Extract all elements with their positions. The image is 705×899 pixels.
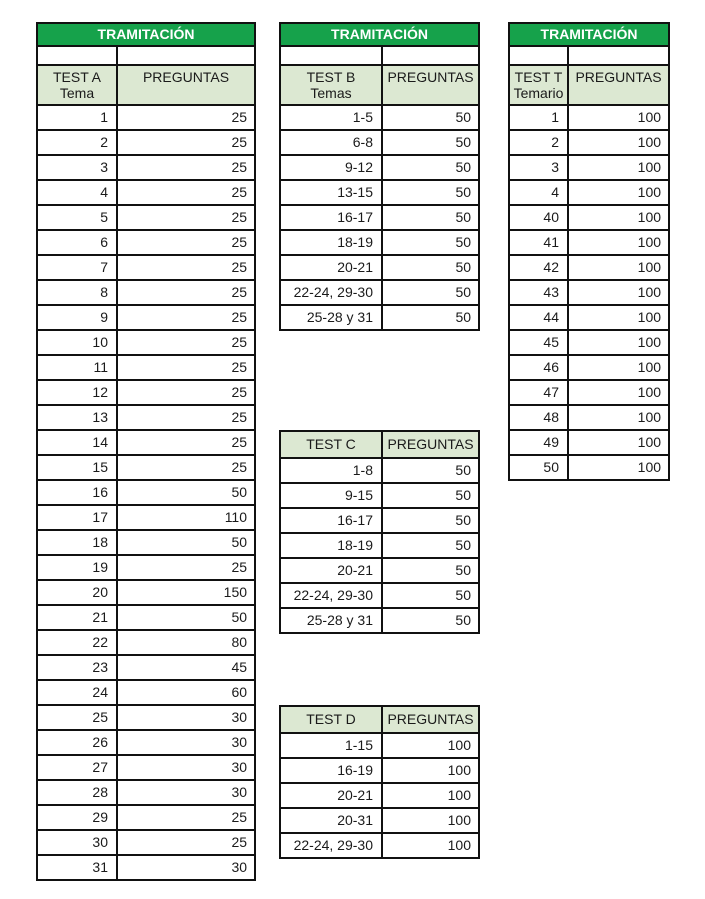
- table-row: [37, 305, 255, 330]
- questions-cell: 50: [382, 483, 479, 508]
- table-row: [37, 455, 255, 480]
- table-row: [37, 230, 255, 255]
- questions-cell: 50: [382, 533, 479, 558]
- topic-cell: 13: [37, 405, 117, 430]
- table-title: TRAMITACIÓN: [37, 23, 255, 46]
- table-row: [280, 558, 479, 583]
- topic-cell: 48: [509, 405, 568, 430]
- column-header-row: [280, 431, 479, 458]
- topic-cell: 20-21: [280, 783, 382, 808]
- column-header-questions: PREGUNTAS: [382, 706, 479, 733]
- topic-cell: 16-19: [280, 758, 382, 783]
- topic-cell: 1-5: [280, 105, 382, 130]
- topic-cell: 47: [509, 380, 568, 405]
- topic-cell: 45: [509, 330, 568, 355]
- questions-cell: 25: [117, 155, 255, 180]
- questions-cell: 50: [382, 305, 479, 330]
- table-body: [509, 105, 669, 480]
- questions-cell: 100: [382, 783, 479, 808]
- topic-cell: 11: [37, 355, 117, 380]
- table-title: TRAMITACIÓN: [280, 23, 479, 46]
- questions-cell: 25: [117, 455, 255, 480]
- table-test-c: [279, 430, 480, 634]
- questions-cell: 50: [117, 480, 255, 505]
- table-row: [37, 155, 255, 180]
- topic-cell: 2: [509, 130, 568, 155]
- questions-cell: 25: [117, 130, 255, 155]
- column-header-row: [280, 65, 479, 105]
- column-header-test-label: TEST A: [53, 69, 101, 85]
- table-row: [280, 180, 479, 205]
- table-row: [37, 505, 255, 530]
- questions-cell: 100: [568, 430, 669, 455]
- table-row: [509, 130, 669, 155]
- questions-cell: 100: [568, 180, 669, 205]
- table-row: [37, 555, 255, 580]
- topic-cell: 25-28 y 31: [280, 608, 382, 633]
- topic-cell: 14: [37, 430, 117, 455]
- questions-cell: 80: [117, 630, 255, 655]
- column-header-row: [280, 706, 479, 733]
- topic-cell: 4: [37, 180, 117, 205]
- table-row: [37, 755, 255, 780]
- questions-cell: 150: [117, 580, 255, 605]
- column-header-questions: PREGUNTAS: [117, 65, 255, 105]
- table-row: [37, 355, 255, 380]
- table-row: [509, 430, 669, 455]
- spacer-row: [37, 46, 255, 65]
- topic-cell: 20-31: [280, 808, 382, 833]
- topic-cell: 23: [37, 655, 117, 680]
- topic-cell: 28: [37, 780, 117, 805]
- topic-cell: 1-15: [280, 733, 382, 758]
- topic-cell: 49: [509, 430, 568, 455]
- topic-cell: 2: [37, 130, 117, 155]
- table-row: [37, 630, 255, 655]
- questions-cell: 100: [568, 255, 669, 280]
- table-row: [509, 280, 669, 305]
- table-row: [37, 655, 255, 680]
- table-test-a: [36, 22, 256, 881]
- topic-cell: 26: [37, 730, 117, 755]
- questions-cell: 50: [382, 508, 479, 533]
- table-row: [37, 405, 255, 430]
- table-row: [37, 780, 255, 805]
- questions-cell: 50: [382, 458, 479, 483]
- topic-cell: 10: [37, 330, 117, 355]
- table-row: [37, 430, 255, 455]
- topic-cell: 16: [37, 480, 117, 505]
- table-row: [37, 705, 255, 730]
- table-row: [509, 405, 669, 430]
- spacer-row: [280, 46, 479, 65]
- table-row: [37, 605, 255, 630]
- questions-cell: 25: [117, 280, 255, 305]
- questions-cell: 25: [117, 830, 255, 855]
- table-row: [37, 530, 255, 555]
- topic-cell: 40: [509, 205, 568, 230]
- topic-cell: 30: [37, 830, 117, 855]
- table-test-b: [279, 22, 480, 331]
- column-header-questions: PREGUNTAS: [382, 431, 479, 458]
- column-header-topic: [37, 65, 117, 105]
- table-row: [37, 130, 255, 155]
- topic-cell: 1-8: [280, 458, 382, 483]
- table-row: [280, 608, 479, 633]
- questions-cell: 30: [117, 755, 255, 780]
- spacer-cell: [37, 46, 117, 65]
- questions-cell: 30: [117, 855, 255, 880]
- questions-cell: 100: [382, 833, 479, 858]
- table-body: [280, 458, 479, 633]
- table-row: [280, 280, 479, 305]
- questions-cell: 50: [382, 130, 479, 155]
- topic-cell: 50: [509, 455, 568, 480]
- questions-cell: 100: [382, 758, 479, 783]
- questions-cell: 100: [568, 455, 669, 480]
- topic-cell: 3: [509, 155, 568, 180]
- questions-cell: 25: [117, 305, 255, 330]
- spacer-cell: [117, 46, 255, 65]
- table-row: [280, 230, 479, 255]
- table-title-row: [280, 23, 479, 46]
- questions-cell: 100: [568, 130, 669, 155]
- spacer-cell: [382, 46, 479, 65]
- table-row: [280, 483, 479, 508]
- topic-cell: 8: [37, 280, 117, 305]
- questions-cell: 100: [568, 230, 669, 255]
- column-header-test-label: TEST B: [306, 69, 356, 85]
- table-row: [509, 180, 669, 205]
- questions-cell: 25: [117, 105, 255, 130]
- topic-cell: 24: [37, 680, 117, 705]
- questions-cell: 50: [382, 230, 479, 255]
- table-row: [509, 105, 669, 130]
- topic-cell: 27: [37, 755, 117, 780]
- questions-cell: 50: [382, 180, 479, 205]
- table-row: [37, 830, 255, 855]
- column-header-topic: [280, 65, 382, 105]
- questions-cell: 30: [117, 730, 255, 755]
- table-row: [37, 180, 255, 205]
- column-header-topic: [509, 65, 568, 105]
- column-header-questions: PREGUNTAS: [568, 65, 669, 105]
- column-header-topic-label: Temario: [513, 85, 564, 102]
- questions-cell: 25: [117, 355, 255, 380]
- questions-cell: 25: [117, 405, 255, 430]
- table-title: TRAMITACIÓN: [509, 23, 669, 46]
- table-row: [280, 508, 479, 533]
- questions-cell: 30: [117, 780, 255, 805]
- questions-cell: 25: [117, 380, 255, 405]
- table-row: [280, 583, 479, 608]
- questions-cell: 100: [568, 280, 669, 305]
- table-row: [509, 155, 669, 180]
- table-row: [37, 380, 255, 405]
- table-row: [37, 805, 255, 830]
- topic-cell: 46: [509, 355, 568, 380]
- table-row: [280, 458, 479, 483]
- questions-cell: 25: [117, 555, 255, 580]
- table-row: [280, 808, 479, 833]
- table-row: [509, 230, 669, 255]
- topic-cell: 12: [37, 380, 117, 405]
- topic-cell: 20-21: [280, 255, 382, 280]
- topic-cell: 6: [37, 230, 117, 255]
- topic-cell: 17: [37, 505, 117, 530]
- column-header-row: [37, 65, 255, 105]
- table-row: [280, 155, 479, 180]
- questions-cell: 50: [382, 255, 479, 280]
- table-row: [509, 205, 669, 230]
- questions-cell: 100: [568, 105, 669, 130]
- column-header-topic-label: Temas: [310, 85, 352, 102]
- topic-cell: 43: [509, 280, 568, 305]
- topic-cell: 21: [37, 605, 117, 630]
- table-row: [509, 355, 669, 380]
- topic-cell: 18-19: [280, 533, 382, 558]
- table-test-t: [508, 22, 670, 481]
- topic-cell: 9-12: [280, 155, 382, 180]
- table-row: [37, 730, 255, 755]
- table-row: [280, 733, 479, 758]
- table-body: [280, 105, 479, 330]
- topic-cell: 9: [37, 305, 117, 330]
- table-row: [37, 280, 255, 305]
- questions-cell: 50: [382, 280, 479, 305]
- topic-cell: 22-24, 29-30: [280, 280, 382, 305]
- topic-cell: 15: [37, 455, 117, 480]
- topic-cell: 41: [509, 230, 568, 255]
- topic-cell: 19: [37, 555, 117, 580]
- questions-cell: 50: [117, 530, 255, 555]
- topic-cell: 22: [37, 630, 117, 655]
- table-row: [280, 833, 479, 858]
- table-row: [509, 305, 669, 330]
- questions-cell: 50: [382, 558, 479, 583]
- questions-cell: 100: [568, 380, 669, 405]
- topic-cell: 42: [509, 255, 568, 280]
- table-title-row: [509, 23, 669, 46]
- table-row: [509, 330, 669, 355]
- questions-cell: 50: [382, 205, 479, 230]
- questions-cell: 50: [382, 155, 479, 180]
- table-row: [280, 105, 479, 130]
- table-row: [37, 105, 255, 130]
- questions-cell: 25: [117, 255, 255, 280]
- topic-cell: 5: [37, 205, 117, 230]
- questions-cell: 60: [117, 680, 255, 705]
- spacer-cell: [568, 46, 669, 65]
- table-row: [509, 255, 669, 280]
- table-row: [37, 680, 255, 705]
- questions-cell: 25: [117, 180, 255, 205]
- table-row: [37, 580, 255, 605]
- topic-cell: 16-17: [280, 205, 382, 230]
- column-header-topic-label: Tema: [59, 85, 95, 102]
- table-row: [37, 855, 255, 880]
- questions-cell: 100: [568, 205, 669, 230]
- questions-cell: 45: [117, 655, 255, 680]
- topic-cell: 1: [37, 105, 117, 130]
- questions-cell: 25: [117, 430, 255, 455]
- questions-cell: 25: [117, 330, 255, 355]
- questions-cell: 100: [568, 355, 669, 380]
- topic-cell: 25-28 y 31: [280, 305, 382, 330]
- table-row: [280, 533, 479, 558]
- questions-cell: 30: [117, 705, 255, 730]
- topic-cell: 20-21: [280, 558, 382, 583]
- questions-cell: 50: [382, 608, 479, 633]
- table-body: [280, 733, 479, 858]
- topic-cell: 20: [37, 580, 117, 605]
- table-test-d: [279, 705, 480, 859]
- questions-cell: 100: [568, 305, 669, 330]
- topic-cell: 25: [37, 705, 117, 730]
- table-row: [37, 205, 255, 230]
- column-header-row: [509, 65, 669, 105]
- table-row: [280, 783, 479, 808]
- topic-cell: 29: [37, 805, 117, 830]
- table-row: [37, 330, 255, 355]
- topic-cell: 31: [37, 855, 117, 880]
- table-row: [280, 305, 479, 330]
- questions-cell: 50: [117, 605, 255, 630]
- topic-cell: 9-15: [280, 483, 382, 508]
- column-header-questions: PREGUNTAS: [382, 65, 479, 105]
- topic-cell: 18: [37, 530, 117, 555]
- table-row: [509, 380, 669, 405]
- questions-cell: 25: [117, 805, 255, 830]
- topic-cell: 6-8: [280, 130, 382, 155]
- questions-cell: 100: [568, 405, 669, 430]
- table-row: [280, 758, 479, 783]
- table-row: [509, 455, 669, 480]
- spacer-row: [509, 46, 669, 65]
- column-header-test-label: TEST T: [514, 69, 563, 85]
- topic-cell: 22-24, 29-30: [280, 833, 382, 858]
- questions-cell: 25: [117, 205, 255, 230]
- questions-cell: 100: [382, 808, 479, 833]
- questions-cell: 25: [117, 230, 255, 255]
- spacer-cell: [509, 46, 568, 65]
- topic-cell: 7: [37, 255, 117, 280]
- table-row: [37, 255, 255, 280]
- column-header-topic: TEST C: [280, 431, 382, 458]
- topic-cell: 1: [509, 105, 568, 130]
- column-header-topic: TEST D: [280, 706, 382, 733]
- table-row: [280, 130, 479, 155]
- topic-cell: 3: [37, 155, 117, 180]
- questions-cell: 100: [568, 330, 669, 355]
- table-row: [280, 205, 479, 230]
- questions-cell: 110: [117, 505, 255, 530]
- table-row: [280, 255, 479, 280]
- table-title-row: [37, 23, 255, 46]
- topic-cell: 4: [509, 180, 568, 205]
- questions-cell: 50: [382, 583, 479, 608]
- questions-cell: 50: [382, 105, 479, 130]
- topic-cell: 13-15: [280, 180, 382, 205]
- topic-cell: 16-17: [280, 508, 382, 533]
- spacer-cell: [280, 46, 382, 65]
- topic-cell: 18-19: [280, 230, 382, 255]
- table-body: [37, 105, 255, 880]
- topic-cell: 44: [509, 305, 568, 330]
- questions-cell: 100: [382, 733, 479, 758]
- questions-cell: 100: [568, 155, 669, 180]
- table-row: [37, 480, 255, 505]
- topic-cell: 22-24, 29-30: [280, 583, 382, 608]
